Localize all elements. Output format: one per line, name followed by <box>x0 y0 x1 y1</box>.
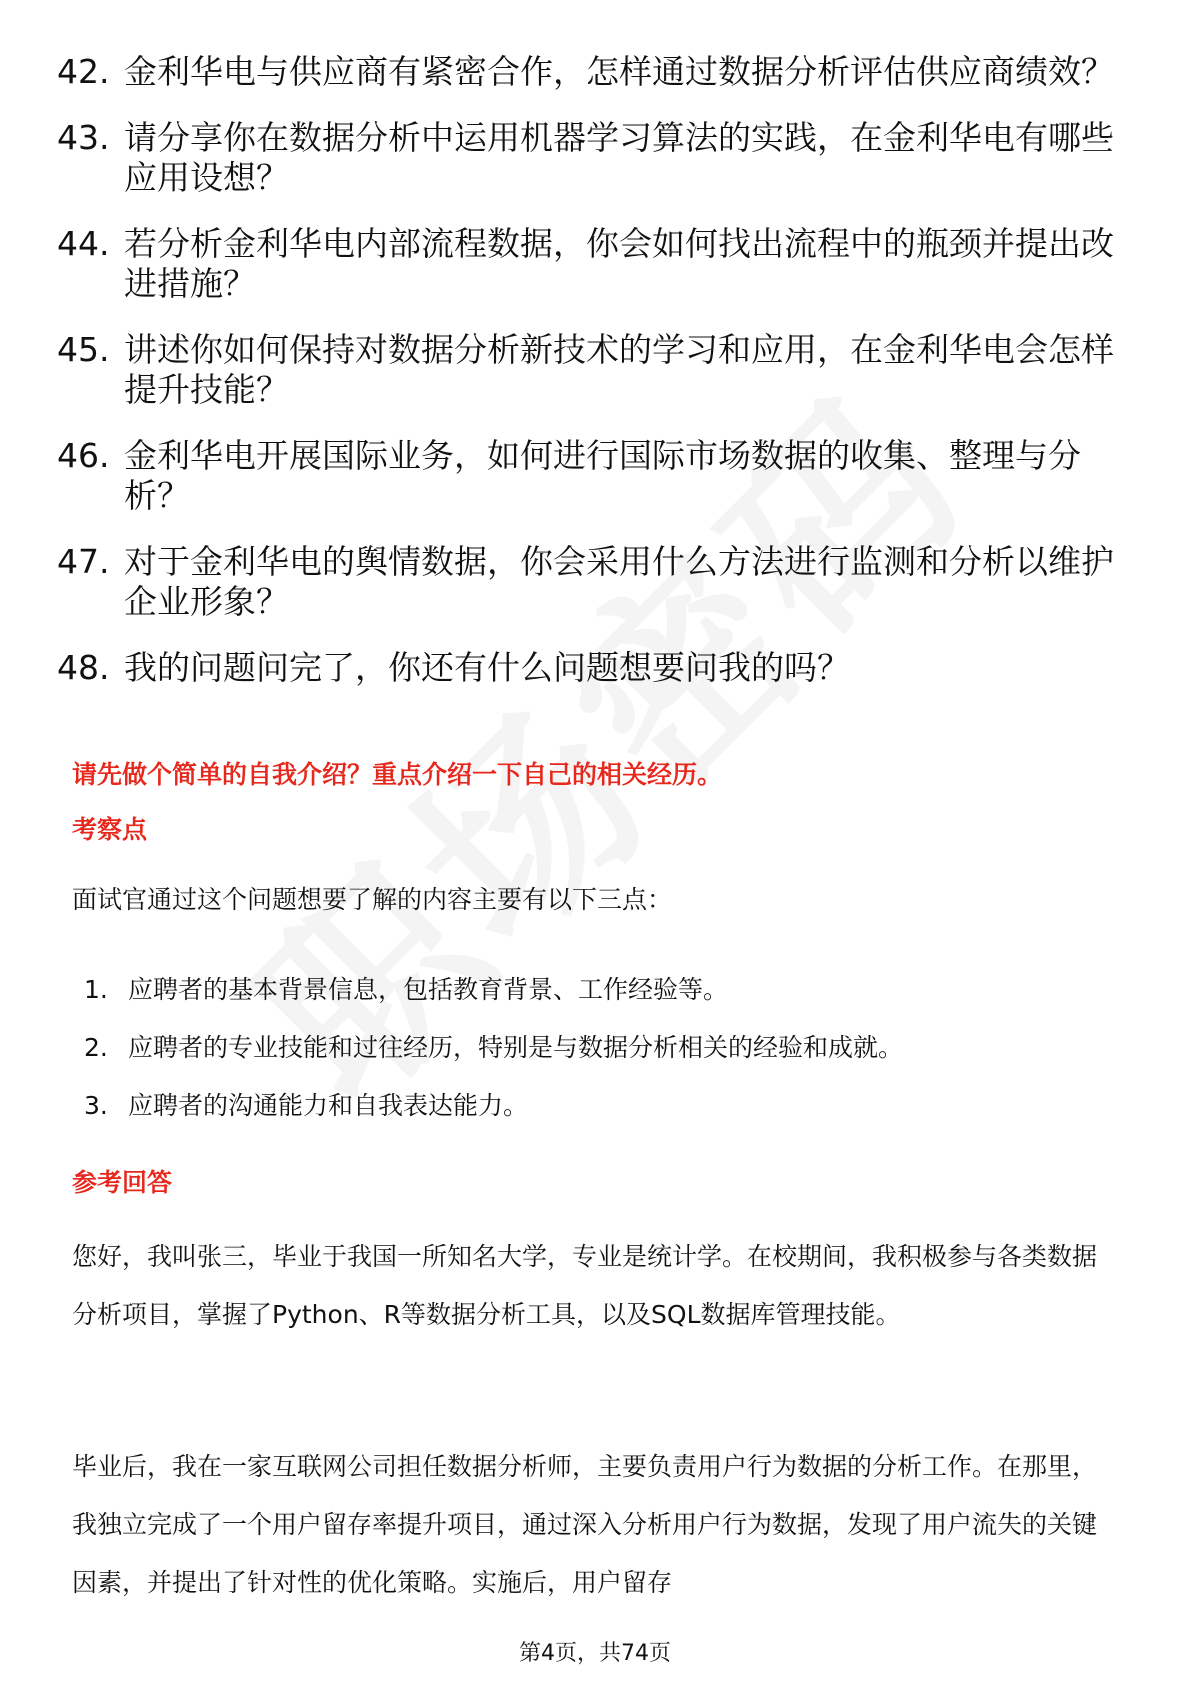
question-list <box>57 52 1117 714</box>
page-footer: 第4页，共74页 <box>519 1641 671 1666</box>
question-number: 46. <box>57 436 110 475</box>
question-number: 44. <box>57 224 110 263</box>
section-title: 请先做个简单的自我介绍？重点介绍一下自己的相关经历。 <box>72 760 723 789</box>
focus-list <box>84 970 1104 1144</box>
list-item <box>84 1086 1104 1126</box>
question-number: 45. <box>57 330 110 369</box>
list-number: 1. <box>84 975 108 1004</box>
question-number: 47. <box>57 542 110 581</box>
list-text: 应聘者的专业技能和过往经历，特别是与数据分析相关的经验和成就。 <box>128 1033 904 1062</box>
list-item <box>84 1028 1104 1068</box>
answer-paragraph-1: 您好，我叫张三，毕业于我国一所知名大学，专业是统计学。在校期间，我积极参与各类数据分析项目，掌握了Python、R等数据分析工具，以及SQL数据库管理技能。 <box>72 1242 1098 1329</box>
question-text: 请分享你在数据分析中运用机器学习算法的实践，在金利华电有哪些应用设想？ <box>124 118 1114 197</box>
list-number: 2. <box>84 1033 108 1062</box>
question-item <box>57 118 1117 198</box>
focus-intro: 面试官通过这个问题想要了解的内容主要有以下三点： <box>72 885 673 914</box>
list-text: 应聘者的沟通能力和自我表达能力。 <box>128 1091 529 1120</box>
answer-heading: 参考回答 <box>72 1168 173 1197</box>
question-text: 讲述你如何保持对数据分析新技术的学习和应用，在金利华电会怎样提升技能？ <box>124 330 1114 409</box>
list-text: 应聘者的基本背景信息，包括教育背景、工作经验等。 <box>128 975 729 1004</box>
question-number: 48. <box>57 648 110 687</box>
question-item <box>57 52 1117 92</box>
question-text: 若分析金利华电内部流程数据，你会如何找出流程中的瓶颈并提出改进措施？ <box>124 224 1114 303</box>
question-item <box>57 224 1117 304</box>
question-text: 金利华电开展国际业务，如何进行国际市场数据的收集、整理与分析？ <box>124 436 1081 515</box>
question-item <box>57 648 1117 688</box>
question-number: 43. <box>57 118 110 157</box>
list-number: 3. <box>84 1091 108 1120</box>
question-item <box>57 542 1117 622</box>
question-text: 我的问题问完了，你还有什么问题想要问我的吗？ <box>124 648 850 687</box>
answer-paragraph-2: 毕业后，我在一家互联网公司担任数据分析师，主要负责用户行为数据的分析工作。在那里，我独立完成了一个用户留存率提升项目，通过深入分析用户行为数据，发现了用户流失的关键因素，并提出了针对性的优化策略。实施后，用户留存 <box>72 1452 1098 1597</box>
question-number: 42. <box>57 52 110 91</box>
list-item <box>84 970 1104 1010</box>
question-item <box>57 330 1117 410</box>
question-text: 对于金利华电的舆情数据，你会采用什么方法进行监测和分析以维护企业形象？ <box>124 542 1114 621</box>
question-item <box>57 436 1117 516</box>
focus-heading: 考察点 <box>72 815 148 844</box>
question-text: 金利华电与供应商有紧密合作，怎样通过数据分析评估供应商绩效？ <box>124 52 1114 91</box>
